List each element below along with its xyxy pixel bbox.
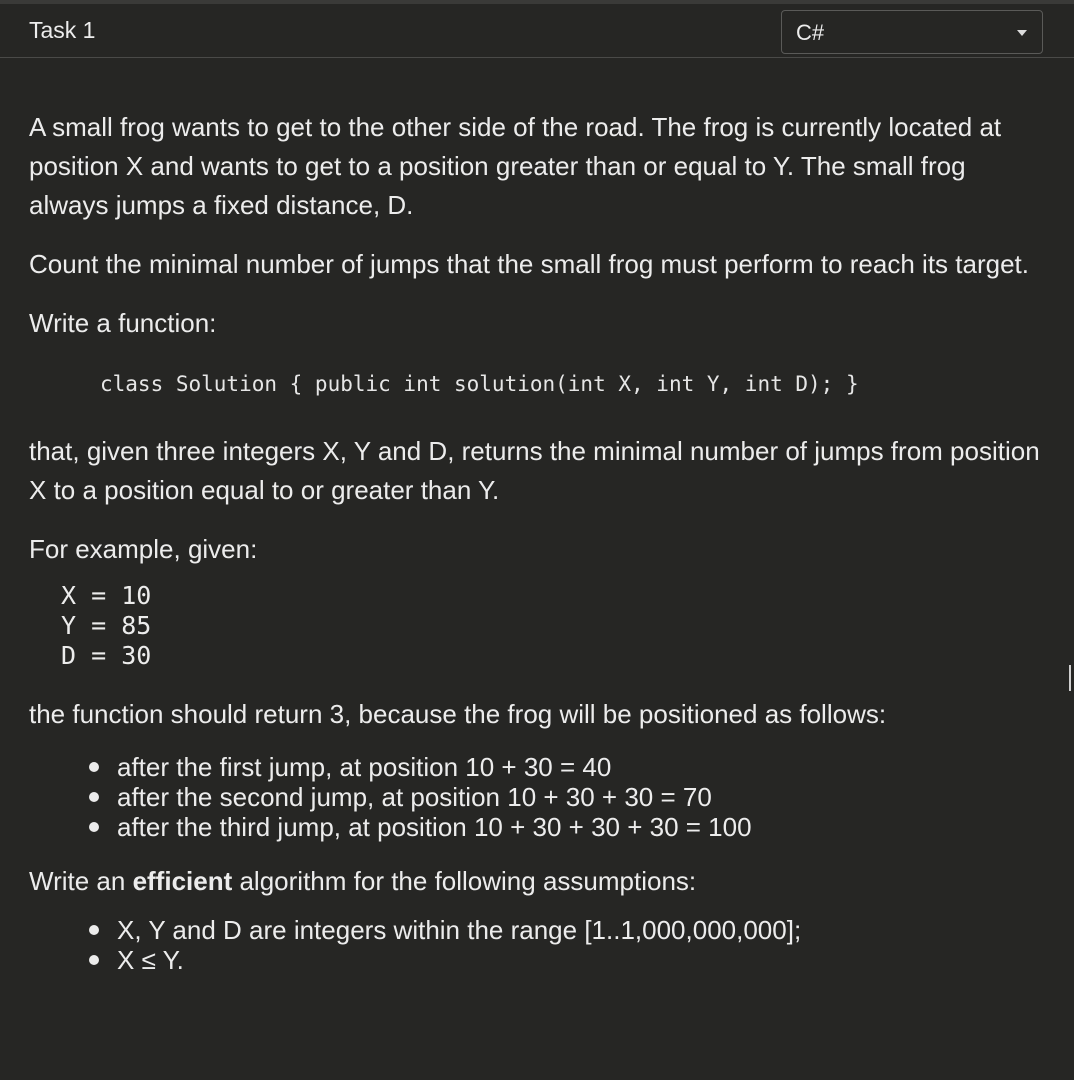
that-given-paragraph: that, given three integers X, Y and D, returns the minimal number of jumps from position X to a position equal to or greater than Y. — [29, 436, 1040, 505]
list-item: X, Y and D are integers within the range [1..1,000,000,000]; — [117, 915, 1049, 945]
task-description — [29, 108, 1049, 995]
example-values: X = 10 Y = 85 D = 30 — [61, 581, 152, 670]
efficient-prefix: Write an — [29, 866, 133, 896]
intro-paragraph: A small frog wants to get to the other side of the road. The frog is currently located at position X and wants to get to a position greater than or equal to Y. The small frog always jumps a fixed distance, D. — [29, 112, 1002, 220]
list-item: X ≤ Y. — [117, 945, 1049, 975]
jumps-list — [29, 752, 1049, 842]
task-title: Task 1 — [29, 17, 96, 43]
for-example-paragraph: For example, given: — [29, 534, 258, 564]
language-select-value: C# — [796, 20, 825, 45]
assumptions-list — [29, 915, 1049, 975]
count-paragraph: Count the minimal number of jumps that the small frog must perform to reach its target. — [29, 249, 1029, 279]
language-select[interactable] — [781, 10, 1043, 54]
list-item: after the third jump, at position 10 + 30 + 30 + 30 = 100 — [117, 812, 1049, 842]
function-signature: class Solution { public int solution(int X, int Y, int D); } — [100, 372, 859, 396]
list-item: after the second jump, at position 10 + 30 + 30 = 70 — [117, 782, 1049, 812]
resize-handle[interactable] — [1069, 665, 1071, 691]
efficient-suffix: algorithm for the following assumptions: — [232, 866, 697, 896]
list-item: after the first jump, at position 10 + 30 = 40 — [117, 752, 1049, 782]
efficient-paragraph — [29, 862, 1049, 901]
function-return-paragraph: the function should return 3, because the frog will be positioned as follows: — [29, 699, 887, 729]
write-function-paragraph: Write a function: — [29, 308, 217, 338]
efficient-bold: efficient — [132, 866, 233, 896]
chevron-down-icon — [1017, 30, 1027, 36]
task-header — [0, 4, 1074, 58]
